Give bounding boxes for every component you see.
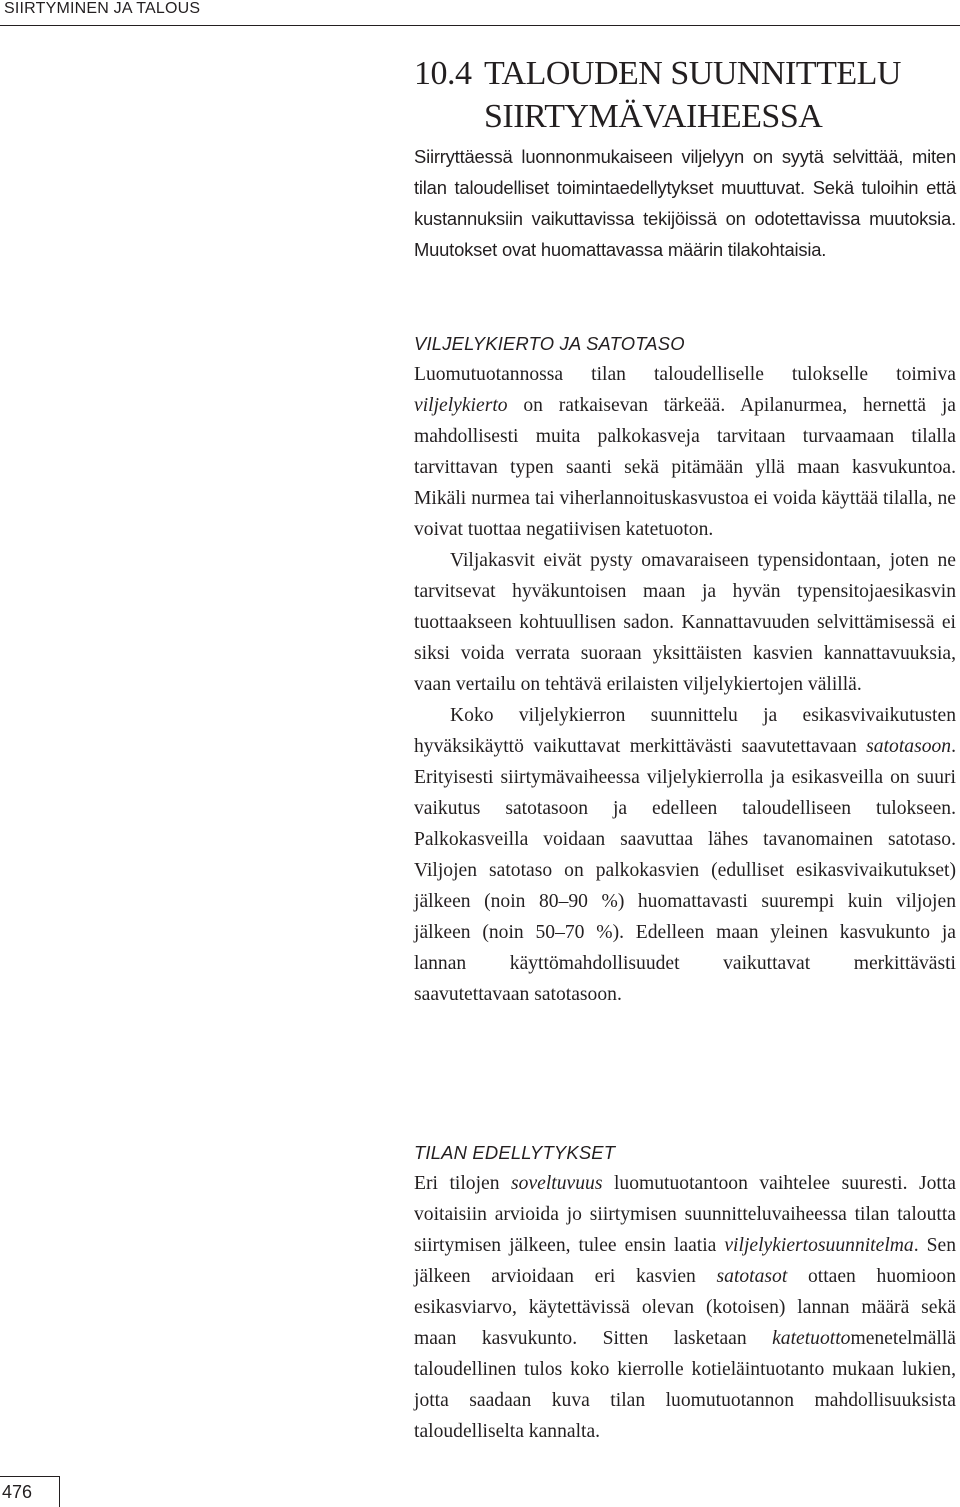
page-number-rule bbox=[0, 1476, 60, 1477]
emphasis-term: soveltuvuus bbox=[511, 1173, 603, 1194]
text-run: . Erityisesti siirtymävaiheessa viljelykierrolla ja esikasveilla on suuri vaikutus satotasoon ja edelleen taloudelliseen tulokseen. Palkokasveilla voidaan saavuttaa lähes tavanomainen satotaso. Viljojen satotaso on palkokasvien (edulliset esikasvivaikutukset) jälkeen (noin 80–90 %) huomattavasti suurempi kuin viljojen jälkeen (noin 50–70 %). Edelleen maan yleinen kasvukunto ja lannan käyttömahdollisuudet vaikuttavat merkittävästi saavutettavaan satotasoon. bbox=[414, 736, 956, 1005]
text-run: Koko viljelykierron suunnittelu ja esikasvivaikutusten hyväksikäyttö vaikuttavat merkittävästi saavutettavaan bbox=[414, 705, 956, 757]
section-viljelykierto bbox=[414, 328, 956, 1010]
section-heading: VILJELYKIERTO JA SATOTASO bbox=[414, 333, 685, 354]
page-number-divider bbox=[59, 1476, 60, 1507]
emphasis-term: viljelykiertosuunnitelma bbox=[724, 1235, 914, 1256]
text-run: luomutuotantoon vaihtelee suuresti. Jotta voitaisiin arvioida jo siirtymisen suunnitteluvaiheessa tilan taloutta siirtymisen jälkeen, tulee ensin laatia bbox=[414, 1173, 956, 1256]
text-run: menetelmällä taloudellinen tulos koko kierrolle kotieläintuotanto mukaan lukien, jotta saadaan kuva tilan luomutuotannon mahdollisuuksista taloudelliselta kannalta. bbox=[414, 1328, 956, 1442]
emphasis-term: satotasot bbox=[716, 1266, 788, 1287]
section-heading: TILAN EDELLYTYKSET bbox=[414, 1142, 616, 1163]
paragraph bbox=[414, 700, 956, 1010]
emphasis-term: satotasoon bbox=[866, 736, 952, 757]
page-number: 476 bbox=[2, 1482, 33, 1502]
intro-text: Siirryttäessä luonnonmukaiseen viljelyyn on syytä selvittää, miten tilan taloudelliset toimintaedellytykset muuttuvat. Sekä tuloihin että kustannuksiin vaikuttavissa tekijöissä on odotettavissa muutoksia. Muutokset ovat huomattavassa määrin tilakohtaisia. bbox=[414, 146, 956, 260]
section-tilan-edellytykset bbox=[414, 1137, 956, 1447]
paragraph bbox=[414, 359, 956, 545]
paragraph: Viljakasvit eivät pysty omavaraiseen typensidontaan, joten ne tarvitsevat hyväkuntoisen maan ja hyvän typensitojaesikasvin tuottaakseen kohtuullisen sadon. Kannattavuuden selvittämisessä ei siksi voida verrata suoraan yksittäisten kasvien kannattavuuksia, vaan vertailu on tehtävä erilaisten viljelykiertojen välillä. bbox=[414, 550, 956, 695]
paragraph bbox=[414, 1168, 956, 1447]
emphasis-term: viljelykierto bbox=[414, 395, 508, 416]
text-run: Eri tilojen bbox=[414, 1173, 512, 1194]
emphasis-term: katetuotto bbox=[772, 1328, 851, 1349]
text-run: Luomutuotannossa tilan taloudelliselle tulokselle toimiva bbox=[414, 364, 956, 385]
intro-paragraph bbox=[414, 141, 956, 265]
running-head: SIIRTYMINEN JA TALOUS bbox=[4, 0, 201, 17]
header-rule bbox=[0, 25, 960, 26]
text-run: on ratkaisevan tärkeää. Apilanurmea, hernettä ja mahdollisesti muita palkokasveja tarvitaan turvaamaan tilalla tarvittavan typen saanti sekä pitämään yllä maan kasvukuntoa. Mikäli nurmea tai viherlannoituskasvustoa ei voida käyttää tilalla, ne voivat tuottaa negatiivisen katetuoton. bbox=[414, 395, 956, 540]
text-run: . Sen jälkeen arvioidaan eri kasvien bbox=[414, 1235, 956, 1287]
chapter-title-line1: TALOUDEN SUUNNITTELU bbox=[484, 55, 901, 92]
chapter-title bbox=[414, 52, 954, 138]
text-run: ottaen huomioon esikasviarvo, käytettävissä olevan (kotoisen) lannan määrä sekä maan kasvukunto. Sitten lasketaan bbox=[414, 1266, 957, 1349]
chapter-title-line2: SIIRTYMÄVAIHEESSA bbox=[484, 98, 823, 135]
chapter-number: 10.4 bbox=[414, 55, 472, 92]
